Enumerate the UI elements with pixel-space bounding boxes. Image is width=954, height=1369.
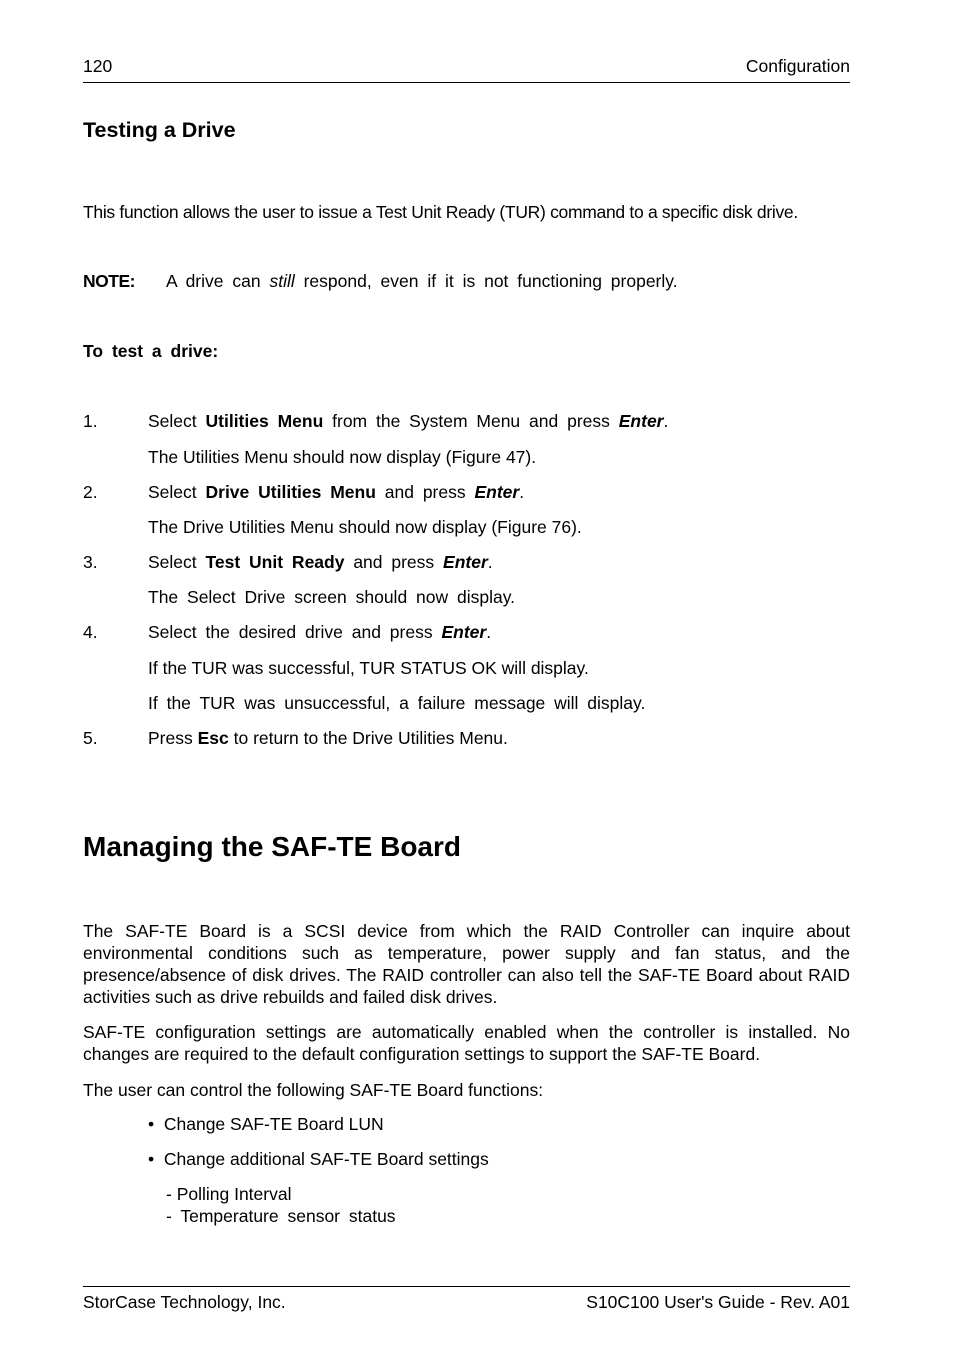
sub-item: - Temperature sensor status xyxy=(166,1206,396,1226)
bullet-item: • Change SAF-TE Board LUN xyxy=(148,1114,384,1134)
step-result: The Drive Utilities Menu should now display (Figure 76). xyxy=(148,517,582,537)
procedure-heading: To test a drive: xyxy=(83,341,219,361)
note-emphasis: still xyxy=(269,271,295,291)
footer-doc-title: S10C100 User's Guide - Rev. A01 xyxy=(586,1292,850,1312)
step-instruction: Select Utilities Menu from the System Menu and press Enter. xyxy=(148,411,669,431)
step-instruction: Select Drive Utilities Menu and press Enter. xyxy=(148,482,525,502)
section-heading-testing: Testing a Drive xyxy=(83,118,236,142)
step-number: 4. xyxy=(83,622,98,642)
bullet-item: • Change additional SAF-TE Board settings xyxy=(148,1149,489,1169)
step-result: The Utilities Menu should now display (Figure 47). xyxy=(148,447,537,467)
step-number: 2. xyxy=(83,482,98,502)
step-number: 1. xyxy=(83,411,98,431)
step-instruction: Select Test Unit Ready and press Enter. xyxy=(148,552,493,572)
step-instruction: Select the desired drive and press Enter. xyxy=(148,622,492,642)
intro-paragraph: This function allows the user to issue a Test Unit Ready (TUR) command to a specific disk drive. xyxy=(83,202,798,222)
note-text: A drive can still respond, even if it is not functioning properly. xyxy=(166,271,678,291)
footer-rule xyxy=(83,1286,850,1287)
footer-company: StorCase Technology, Inc. xyxy=(83,1292,286,1312)
section-title: Configuration xyxy=(745,56,850,76)
saf-te-paragraph: The user can control the following SAF-TE Board functions: xyxy=(83,1080,544,1100)
sub-item: - Polling Interval xyxy=(166,1184,292,1204)
header-rule xyxy=(83,82,850,83)
saf-te-paragraph: SAF-TE configuration settings are automatically enabled when the controller is installed. No changes are required to the default configuration settings to support the SAF-TE Board. xyxy=(83,1022,850,1064)
saf-te-paragraph: The SAF-TE Board is a SCSI device from which the RAID Controller can inquire about environmental conditions such as temperature, power supply and fan status, and the presence/absence of disk drives. The RAID controller can also tell the SAF-TE Board about RAID activities such as drive rebuilds and failed disk drives. xyxy=(83,921,850,1007)
step-number: 5. xyxy=(83,728,98,748)
note-label: NOTE: xyxy=(83,271,135,291)
step-number: 3. xyxy=(83,552,98,572)
step-instruction: Press Esc to return to the Drive Utilities Menu. xyxy=(148,728,508,748)
bullet-icon: • xyxy=(148,1114,164,1134)
page-number: 120 xyxy=(83,56,113,76)
step-result: If the TUR was successful, TUR STATUS OK will display. xyxy=(148,658,589,678)
step-result: The Select Drive screen should now display. xyxy=(148,587,516,607)
section-heading-saf-te: Managing the SAF-TE Board xyxy=(83,831,461,862)
step-result: If the TUR was unsuccessful, a failure message will display. xyxy=(148,693,646,713)
bullet-icon: • xyxy=(148,1149,164,1169)
